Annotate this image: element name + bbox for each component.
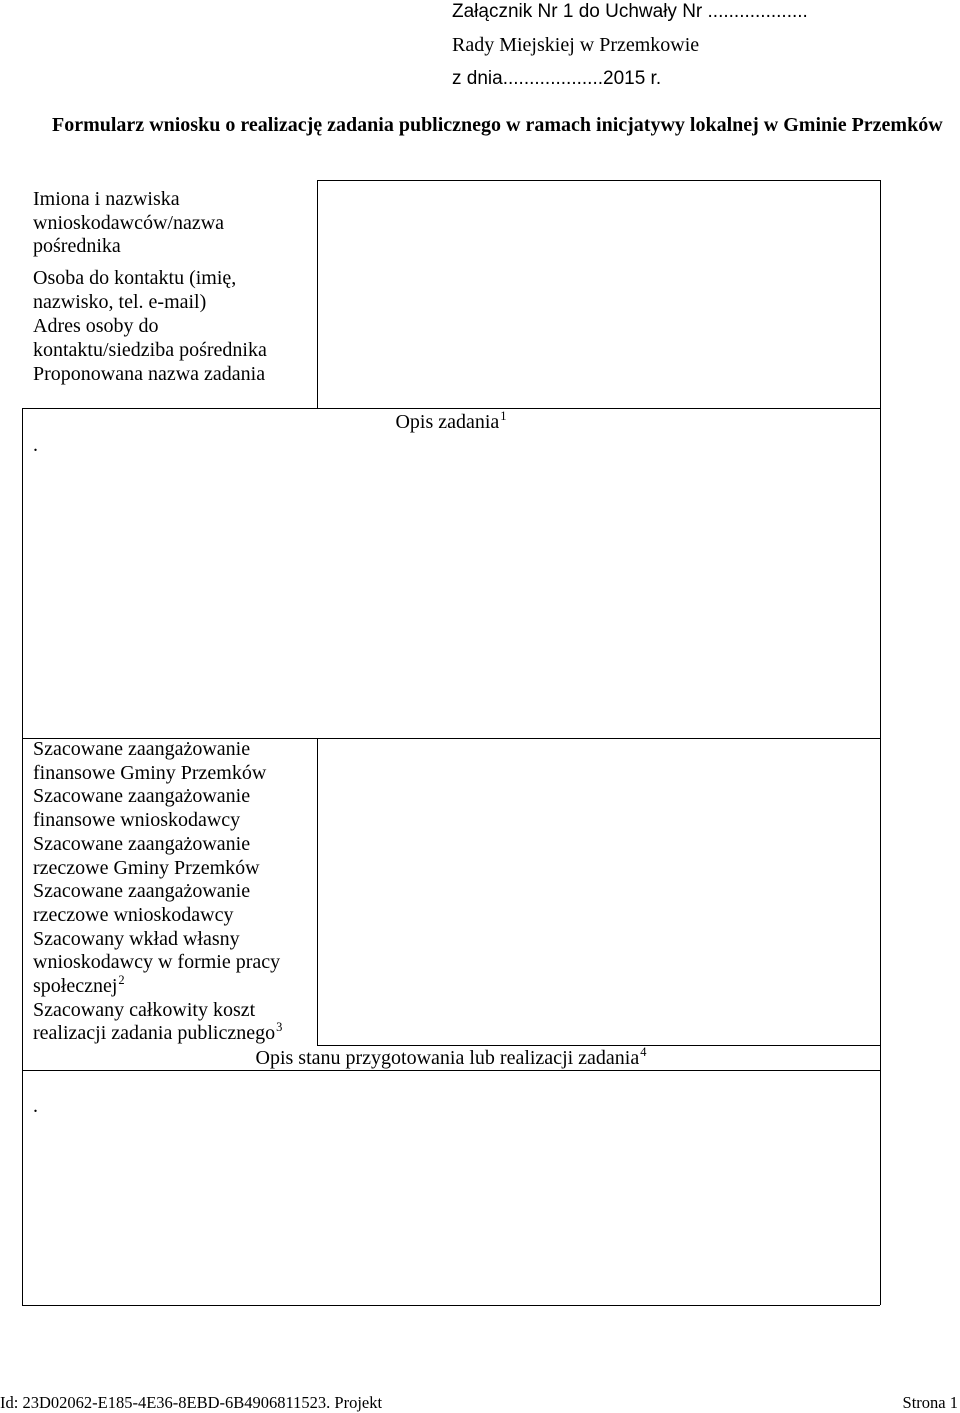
label-line: Szacowane zaangażowanie: [33, 738, 251, 760]
label-line: Osoba do kontaktu (imię,: [33, 267, 237, 289]
table-border-top: [317, 180, 880, 181]
label-line: wnioskodawców/nazwa: [33, 211, 225, 234]
preparation-status-heading-text: Opis stanu przygotowania lub realizacji zadania: [255, 1047, 640, 1069]
label-line: pośrednika: [33, 235, 121, 258]
label-line: finansowe Gminy Przemków: [33, 761, 267, 784]
task-description-content: .: [33, 434, 38, 456]
task-description-heading-text: Opis zadania: [395, 411, 500, 433]
label-line: Szacowane zaangażowanie: [33, 832, 251, 855]
engagement-labels: [33, 738, 282, 1046]
footnote-ref: 4: [640, 1045, 647, 1059]
label-line: rzeczowe Gminy Przemków: [33, 856, 260, 879]
table-border-bottom: [22, 1305, 880, 1306]
preparation-status-row: [22, 1046, 880, 1070]
label-line-text: realizacji zadania publicznego: [33, 1022, 276, 1045]
footnote-ref: 3: [276, 1020, 283, 1035]
council-line: Rady Miejskiej w Przemkowie: [452, 34, 700, 56]
contact-address-label: [33, 315, 267, 362]
table-border-right: [880, 180, 881, 1305]
contact-person-label: [33, 267, 236, 314]
engagement-values-cell: [319, 740, 879, 1044]
label-line: Szacowany całkowity koszt: [33, 998, 256, 1021]
total-cost-label: [33, 999, 282, 1046]
applicant-info-values-cell: [319, 182, 879, 407]
financial-engagement-municipality-label: [33, 738, 282, 785]
financial-engagement-applicants-label: [33, 785, 282, 832]
label-line: Proponowana nazwa zadania: [33, 363, 266, 385]
label-line: Imiona i nazwiska: [33, 188, 180, 210]
label-line: nazwisko, tel. e-mail): [33, 290, 207, 313]
label-line: Adres osoby do: [33, 315, 159, 337]
annex-line: Załącznik Nr 1 do Uchwały Nr ...................: [452, 1, 808, 22]
preparation-status-content: .: [33, 1095, 38, 1117]
label-line: Szacowany wkład własny: [33, 927, 240, 950]
preparation-status-heading: [22, 1046, 880, 1070]
form-title: Formularz wniosku o realizację zadania publicznego w ramach inicjatywy lokalnej w Gminie Przemków: [52, 114, 943, 136]
engagement-column-divider: [317, 738, 318, 1045]
document-id: Id: 23D02062-E185-4E36-8EBD-6B4906811523. Projekt: [0, 1393, 383, 1412]
label-line: kontaktu/siedziba pośrednika: [33, 338, 267, 361]
label-line: Szacowane zaangażowanie: [33, 785, 251, 808]
applicant-names-label: [33, 188, 224, 259]
applicant-column-divider: [317, 180, 318, 408]
label-line: finansowe wnioskodawcy: [33, 809, 241, 832]
material-engagement-applicants-label: [33, 880, 282, 927]
date-line: z dnia...................2015 r.: [452, 68, 662, 89]
page-number: Strona 1: [902, 1393, 958, 1412]
task-description-box: [22, 408, 880, 738]
preparation-status-box: [22, 1070, 880, 1305]
label-line-text: społecznej: [33, 975, 118, 998]
material-engagement-municipality-label: [33, 833, 282, 880]
task-description-heading: [22, 410, 880, 434]
label-line: rzeczowe wnioskodawcy: [33, 903, 234, 926]
label-line: wnioskodawcy w formie pracy: [33, 951, 281, 974]
own-work-contribution-label: [33, 928, 282, 999]
label-line: Szacowane zaangażowanie: [33, 880, 251, 903]
label-line: [33, 1022, 282, 1046]
footnote-ref: 2: [118, 973, 125, 988]
label-line: [33, 975, 282, 999]
footnote-ref: 1: [500, 409, 507, 423]
proposed-task-name-label: [33, 363, 265, 387]
